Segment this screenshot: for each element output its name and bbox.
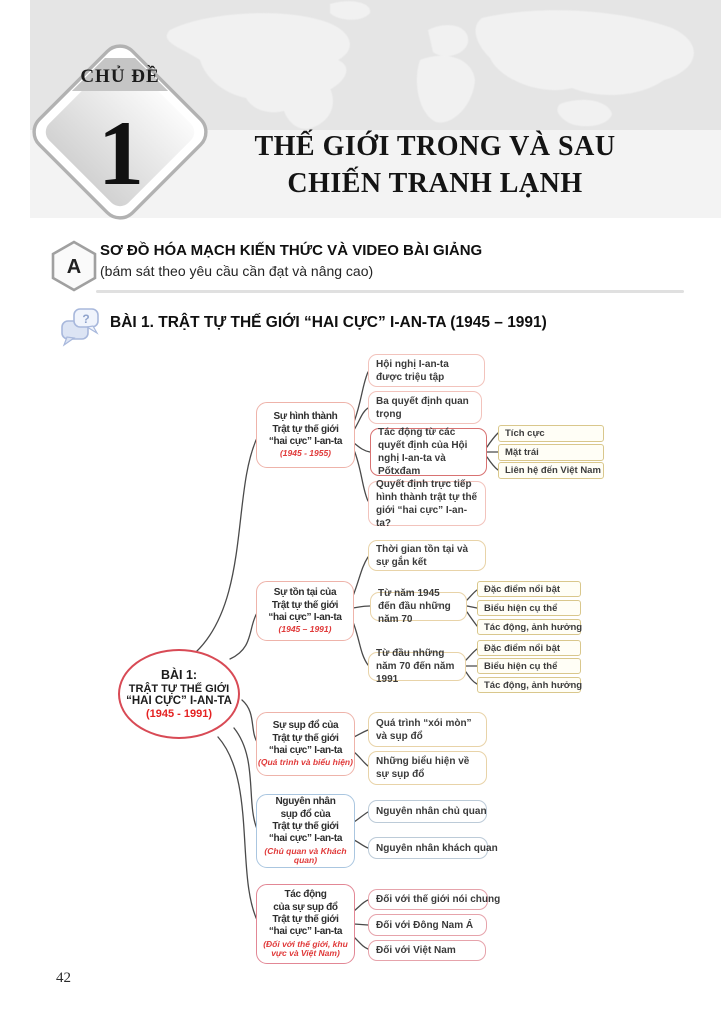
child-node (370, 428, 487, 476)
branch-title-line: của sự sụp đổ (273, 901, 338, 913)
child-label: Quyết định trực tiếp hình thành trật tự thế giới “hai cực” I-an-ta? (376, 478, 478, 529)
branch-title-line: “hai cực” I-an-ta (268, 926, 343, 938)
leaf-node (477, 677, 581, 693)
child-node (368, 648, 466, 685)
branch-subtitle: (Chủ quan và Khách quan) (264, 845, 347, 866)
chapter-title (230, 128, 640, 202)
child-node (368, 914, 487, 936)
leaf-label: Tác động, ảnh hưởng (484, 621, 583, 633)
leaf-node (477, 658, 581, 674)
branch-existence-node (256, 581, 354, 641)
child-node (370, 588, 467, 625)
leaf-node (477, 600, 581, 616)
leaf-label: Mặt trái (505, 447, 539, 458)
leaf-label: Đặc điểm nổi bật (484, 583, 561, 595)
child-label: Từ năm 1945 đến đầu những năm 70 (378, 588, 451, 625)
child-node (368, 800, 487, 823)
chapter-badge-diamond (28, 34, 214, 230)
branch-title-line: Trật tự thế giới (272, 732, 339, 744)
child-label: Hội nghị I-an-ta được triệu tập (376, 358, 449, 383)
child-label: Từ đầu những năm 70 đến năm 1991 (376, 648, 455, 685)
branch-title-line: Trật tự thế giới (272, 820, 339, 832)
leaf-node (498, 425, 604, 442)
leaf-label: Biểu hiện cụ thể (484, 602, 558, 614)
child-label: Quá trình “xói mòn” và sụp đổ (376, 717, 472, 742)
section-a-title: SƠ ĐỒ HÓA MẠCH KIẾN THỨC VÀ VIDEO BÀI GIẢNG (100, 242, 483, 259)
child-node (368, 751, 487, 785)
branch-title-line: Sự tồn tại của (273, 587, 337, 599)
branch-subtitle: (Quá trình và biểu hiện) (258, 757, 353, 768)
child-node (368, 889, 501, 910)
page-number: 42 (56, 970, 71, 986)
branch-title-line: “hai cực” I-an-ta (268, 435, 343, 447)
branch-formation-node (256, 402, 355, 468)
child-label: Tác động từ các quyết định của Hội nghị I-an-ta và Pốtxđam (378, 427, 468, 477)
center-node-line2: TRẬT TỰ THẾ GIỚI (128, 683, 230, 695)
branch-title-line: Trật tự thế giới (271, 599, 339, 611)
section-divider (96, 290, 684, 293)
child-node (368, 540, 486, 571)
mindmap-center-node (118, 649, 240, 739)
leaf-node (498, 462, 604, 479)
child-label: Ba quyết định quan trọng (376, 395, 469, 420)
section-a-badge (48, 238, 100, 294)
leaf-label: Biểu hiện cụ thể (484, 660, 558, 672)
chapter-title-line2: CHIẾN TRANH LẠNH (287, 168, 583, 200)
child-node (368, 712, 487, 747)
child-label: Nguyên nhân khách quan (376, 842, 498, 854)
chapter-badge-number: 1 (98, 102, 144, 204)
child-node (368, 940, 486, 961)
branch-title-line: Sự sụp đổ của (272, 720, 339, 732)
chapter-title-line1: THẾ GIỚI TRONG VÀ SAU (254, 131, 616, 162)
branch-collapse-node (256, 712, 355, 776)
chapter-badge-label: CHỦ ĐỀ (80, 66, 160, 87)
branch-title-line: “hai cực” I-an-ta (268, 611, 342, 623)
center-node-line3: “HAI CỰC” I-AN-TA (126, 695, 232, 707)
child-label: Đối với Việt Nam (376, 945, 456, 956)
branch-subtitle: (1945 – 1991) (278, 624, 332, 635)
child-label: Nguyên nhân chủ quan (376, 806, 487, 817)
section-a-subtitle: (bám sát theo yêu cầu cần đạt và nâng cao) (100, 263, 374, 279)
leaf-node (477, 640, 581, 656)
child-node (368, 391, 482, 424)
section-a-badge-letter: A (66, 256, 82, 278)
branch-subtitle: (Đối với thế giới, khu vực và Việt Nam) (263, 938, 348, 959)
branch-impact-node (256, 884, 355, 964)
branch-title-line: sụp đổ của (280, 808, 331, 820)
leaf-label: Tác động, ảnh hưởng (484, 679, 583, 691)
leaf-label: Liên hệ đến Việt Nam (505, 465, 601, 476)
branch-title-line: Sự hình thành (273, 411, 338, 423)
center-node-line1: BÀI 1: (160, 668, 198, 682)
branch-subtitle: (1945 - 1955) (279, 448, 332, 459)
branch-title-line: Trật tự thế giới (272, 913, 339, 925)
child-node (368, 478, 486, 529)
leaf-node (477, 619, 581, 635)
leaf-node (498, 444, 604, 461)
svg-text:?: ? (82, 312, 90, 326)
child-node (368, 837, 498, 859)
leaf-node (477, 581, 581, 597)
child-label: Những biểu hiện về sự sụp đổ (376, 756, 470, 780)
branch-title-line: “hai cực” I-an-ta (268, 744, 343, 756)
branch-title-line: “hai cực” I-an-ta (268, 833, 343, 845)
chat-bubbles-icon (57, 305, 103, 349)
child-label: Đối với Đông Nam Á (376, 919, 474, 931)
leaf-label: Đặc điểm nổi bật (484, 642, 561, 654)
child-node (368, 354, 485, 387)
child-label: Đối với thế giới nói chung (376, 894, 501, 905)
leaf-label: Tích cực (505, 428, 545, 439)
branch-title-line: Tác động (284, 889, 327, 901)
branch-causes-node (256, 794, 355, 868)
child-label: Thời gian tồn tại và sự gắn kết (376, 543, 469, 568)
branch-title-line: Trật tự thế giới (272, 423, 339, 435)
branch-title-line: Nguyên nhân (275, 796, 336, 808)
center-node-years: (1945 - 1991) (145, 708, 213, 720)
lesson-title: BÀI 1. TRẬT TỰ THẾ GIỚI “HAI CỰC” I-AN-TA (1945 – 1991) (110, 314, 547, 331)
